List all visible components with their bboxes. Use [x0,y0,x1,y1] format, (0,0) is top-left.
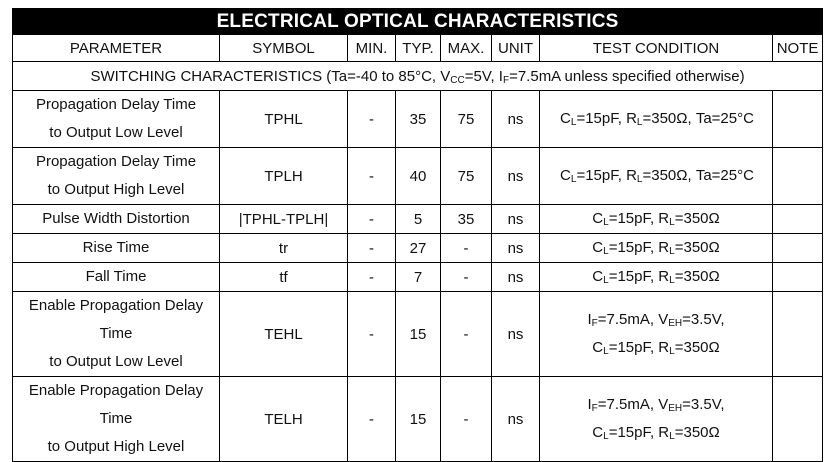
cell-typ: 40 [396,148,441,205]
cell-parameter [13,91,220,148]
text-part: C [560,167,571,184]
cell-unit: ns [492,234,540,263]
electrical-optical-characteristics-table [12,8,823,462]
section-switching-characteristics [13,62,823,91]
table-row [13,91,823,148]
text-part: C [592,239,604,256]
subscript: L [570,117,577,128]
cell-min: - [348,148,396,205]
parameter-line: Time [99,410,133,427]
cell-min: - [348,205,396,234]
test-condition-line [542,391,770,419]
cell-typ: 7 [396,263,441,292]
test-condition-line [542,419,770,447]
cell-test-condition [540,234,773,263]
section-vcc-sub: CC [450,74,465,86]
cell-note [773,234,823,263]
test-condition-line [542,306,770,334]
text-part: =350Ω, Ta=25°C [642,167,754,184]
text-part: =15pF, R [576,110,637,127]
test-condition-line [542,234,770,262]
cell-typ: 35 [396,91,441,148]
text-part: =350Ω [674,339,720,356]
table-body [13,91,823,462]
parameter-line: Enable Propagation Delay [28,297,204,314]
subscript: L [603,346,609,357]
cell-symbol: TELH [220,377,348,462]
text-part: =350Ω [674,268,720,285]
header-note: NOTE [773,35,823,62]
cell-note [773,205,823,234]
cell-max: - [441,263,492,292]
parameter-line: Propagation Delay Time [35,153,197,170]
cell-typ: 15 [396,292,441,377]
test-condition-line [542,334,770,362]
subscript: L [570,174,577,185]
text-part: =15pF, R [608,239,670,256]
cell-unit: ns [492,205,540,234]
cell-symbol: tr [220,234,348,263]
cell-note [773,263,823,292]
text-part: =3.5V, [682,396,725,413]
parameter-line: Rise Time [82,239,150,256]
cell-parameter [13,205,220,234]
text-part: C [592,339,604,356]
parameter-line: Time [99,325,133,342]
cell-max: 75 [441,148,492,205]
header-symbol: SYMBOL [220,35,348,62]
table-row [13,205,823,234]
parameter-line: Fall Time [85,268,147,285]
text-part: =350Ω, Ta=25°C [642,110,754,127]
text-part: =15pF, R [608,210,670,227]
parameter-line: Enable Propagation Delay [28,382,204,399]
text-part: I [587,396,592,413]
subscript: L [636,117,643,128]
cell-typ: 5 [396,205,441,234]
text-part: =3.5V, [682,311,725,328]
cell-test-condition [540,377,773,462]
header-typ: TYP. [396,35,441,62]
subscript: L [603,275,609,286]
cell-max: - [441,234,492,263]
subscript: EH [668,318,683,329]
cell-unit: ns [492,263,540,292]
cell-unit: ns [492,377,540,462]
table-row [13,148,823,205]
cell-typ: 27 [396,234,441,263]
subscript: L [636,174,643,185]
cell-max: 35 [441,205,492,234]
subscript: L [669,217,675,228]
section-row [13,62,823,91]
cell-unit: ns [492,292,540,377]
subscript: L [669,246,675,257]
cell-max: - [441,292,492,377]
cell-note [773,148,823,205]
cell-test-condition [540,148,773,205]
cell-test-condition [540,292,773,377]
cell-min: - [348,263,396,292]
subscript: F [591,403,598,414]
header-parameter: PARAMETER [13,35,220,62]
text-part: =15pF, R [608,268,670,285]
table-title-row [13,9,823,35]
section-mid: =5V, I [464,67,503,85]
cell-min: - [348,91,396,148]
cell-test-condition [540,205,773,234]
cell-symbol: tf [220,263,348,292]
cell-note [773,377,823,462]
text-part: C [592,424,604,441]
cell-unit: ns [492,148,540,205]
table-title: ELECTRICAL OPTICAL CHARACTERISTICS [13,9,823,35]
cell-parameter [13,148,220,205]
text-part: C [592,268,604,285]
text-part: C [560,110,571,127]
parameter-line: to Output High Level [47,181,185,198]
text-part: =7.5mA, V [597,311,669,328]
cell-symbol: |TPHL-TPLH| [220,205,348,234]
cell-min: - [348,292,396,377]
text-part: =350Ω [674,239,720,256]
header-max: MAX. [441,35,492,62]
cell-symbol: TEHL [220,292,348,377]
table-row [13,263,823,292]
cell-test-condition [540,91,773,148]
subscript: EH [668,403,683,414]
subscript: L [669,346,675,357]
table-row [13,377,823,462]
subscript: L [669,275,675,286]
cell-min: - [348,234,396,263]
parameter-line: Pulse Width Distortion [42,210,190,227]
parameter-line: to Output Low Level [49,353,183,370]
text-part: =350Ω [674,424,720,441]
subscript: L [603,431,609,442]
cell-test-condition [540,263,773,292]
cell-min: - [348,377,396,462]
header-unit: UNIT [492,35,540,62]
cell-parameter [13,234,220,263]
test-condition-line [544,162,770,190]
test-condition-line [544,105,770,133]
header-min: MIN. [348,35,396,62]
text-part: =15pF, R [608,424,670,441]
table-row [13,234,823,263]
column-header-row [13,35,823,62]
cell-unit: ns [492,91,540,148]
cell-symbol: TPLH [220,148,348,205]
parameter-line: to Output High Level [47,438,185,455]
cell-typ: 15 [396,377,441,462]
cell-max: 75 [441,91,492,148]
subscript: L [669,431,675,442]
subscript: L [603,217,609,228]
text-part: =7.5mA, V [597,396,669,413]
cell-symbol: TPHL [220,91,348,148]
text-part: =15pF, R [608,339,670,356]
table-row [13,292,823,377]
cell-max: - [441,377,492,462]
text-part: C [592,210,604,227]
subscript: F [591,318,598,329]
subscript: L [603,246,609,257]
test-condition-line [542,263,770,291]
section-suffix: =7.5mA unless specified otherwise) [509,67,745,85]
test-condition-line [542,205,770,233]
text-part: =15pF, R [576,167,637,184]
section-prefix: SWITCHING CHARACTERISTICS (Ta=-40 to 85°C, V [90,67,451,85]
cell-note [773,292,823,377]
cell-parameter [13,377,220,462]
text-part: =350Ω [674,210,720,227]
cell-parameter [13,263,220,292]
section-if-sub: F [502,74,510,86]
text-part: I [587,311,592,328]
parameter-line: Propagation Delay Time [35,96,197,113]
cell-note [773,91,823,148]
cell-parameter [13,292,220,377]
parameter-line: to Output Low Level [49,124,183,141]
header-test-condition: TEST CONDITION [540,35,773,62]
